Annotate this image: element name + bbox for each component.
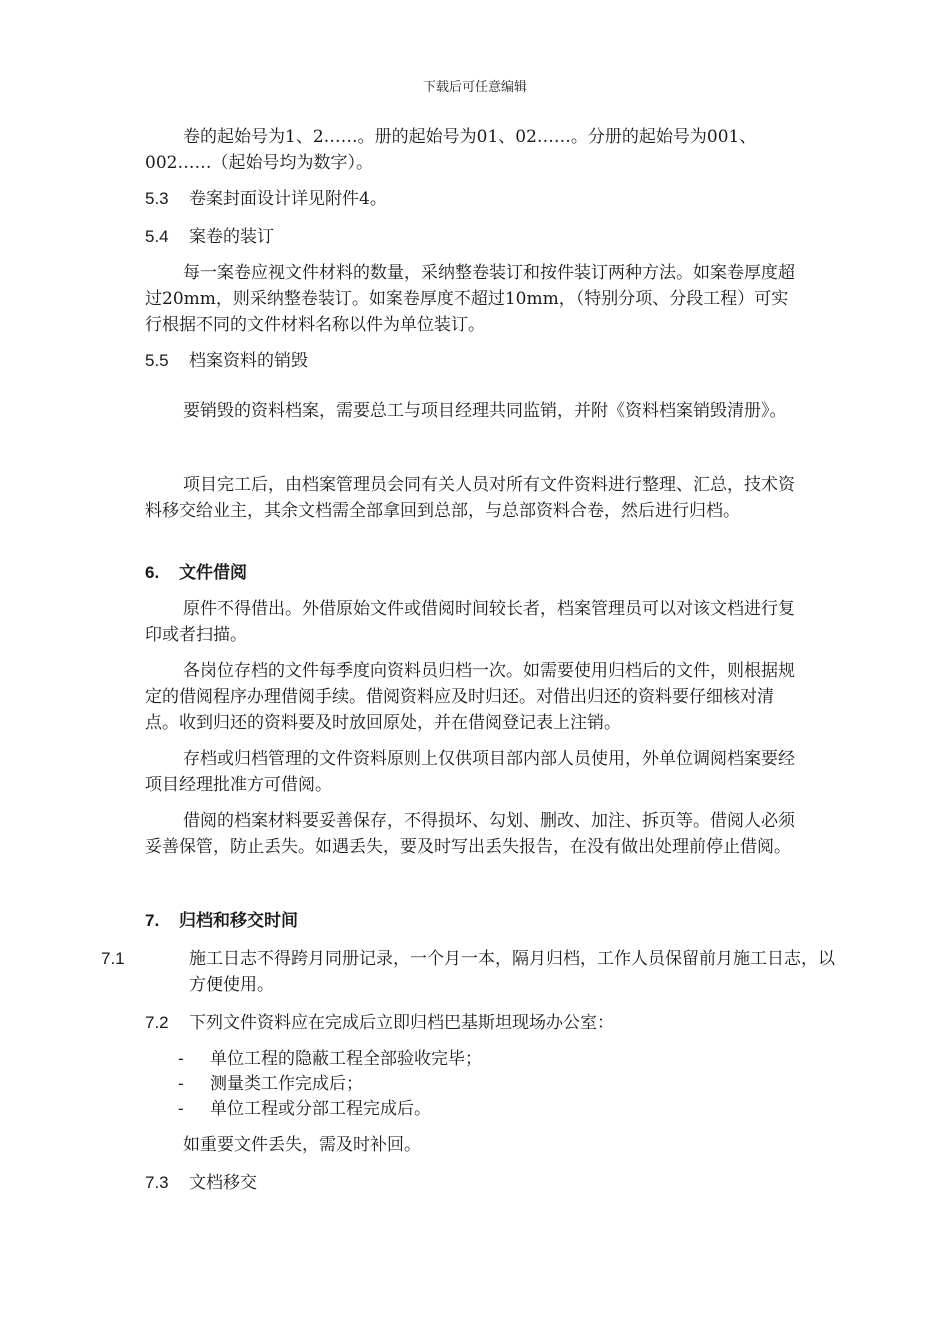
section-5-5 bbox=[145, 348, 805, 374]
page-header: 下载后可任意编辑 bbox=[422, 80, 527, 95]
section-text: 档案资料的销毁 bbox=[189, 351, 308, 371]
section-text: 卷案封面设计详见附件4。 bbox=[189, 189, 387, 209]
heading-number: 7. bbox=[145, 911, 160, 930]
paragraph-originals: 原件不得借出。外借原始文件或借阅时间较长者，档案管理员可以对该文档进行复印或者扫描。 bbox=[145, 599, 795, 645]
section-7-3 bbox=[145, 1170, 805, 1196]
section-number: 5.4 bbox=[145, 227, 169, 246]
paragraph-archiving: 各岗位存档的文件每季度向资料员归档一次。如需要使用归档后的文件，则根据规定的借阅程序办理借阅手续。借阅资料应及时归还。对借出归还的资料要仔细核对清点。收到归还的资料要及时放回原处，并在借阅登记表上注销。 bbox=[145, 661, 795, 733]
paragraph-destruction: 要销毁的资料档案，需要总工与项目经理共同监销，并附《资料档案销毁清册》。 bbox=[183, 401, 787, 421]
paragraph-internal-use: 存档或归档管理的文件资料原则上仅供项目部内部人员使用，外单位调阅档案要经项目经理批准方可借阅。 bbox=[145, 749, 795, 795]
section-number: 7.1 bbox=[101, 949, 125, 968]
paragraph-volume-numbering: 卷的起始号为1、2……。册的起始号为01、02……。分册的起始号为001、002……（起始号均为数字）。 bbox=[145, 127, 757, 173]
section-5-4 bbox=[145, 224, 805, 250]
paragraph-binding: 每一案卷应视文件材料的数量，采纳整卷装订和按件装订两种方法。如案卷厚度超过20mm，则采纳整卷装订。如案卷厚度不超过10mm，（特别分项、分段工程）可实行根据不同的文件材料名称以件为单位装订。 bbox=[145, 263, 795, 335]
section-text: 案卷的装订 bbox=[189, 227, 274, 247]
list-dash: - bbox=[178, 1074, 184, 1093]
list-dash: - bbox=[178, 1099, 184, 1118]
section-7-1 bbox=[101, 946, 849, 998]
section-text: 文档移交 bbox=[189, 1173, 257, 1193]
section-text: 施工日志不得跨月同册记录，一个月一本，隔月归档，工作人员保留前月施工日志，以方便使用。 bbox=[189, 949, 835, 995]
section-5-3 bbox=[145, 186, 805, 212]
list-item bbox=[178, 1096, 431, 1122]
list-dash: - bbox=[178, 1049, 184, 1068]
section-text: 下列文件资料应在完成后立即归档巴基斯坦现场办公室： bbox=[189, 1013, 614, 1033]
list-item bbox=[178, 1046, 482, 1072]
list-item-text: 测量类工作完成后； bbox=[210, 1074, 363, 1094]
heading-number: 6. bbox=[145, 563, 160, 582]
list-item-text: 单位工程的隐蔽工程全部验收完毕； bbox=[210, 1049, 482, 1069]
section-number: 7.3 bbox=[145, 1173, 169, 1192]
heading-6 bbox=[145, 560, 805, 586]
heading-text: 文件借阅 bbox=[179, 563, 247, 583]
section-number: 7.2 bbox=[145, 1013, 169, 1032]
section-number: 5.5 bbox=[145, 351, 169, 370]
paragraph-lost-documents: 如重要文件丢失，需及时补回。 bbox=[183, 1135, 421, 1155]
heading-7 bbox=[145, 908, 805, 934]
paragraph-completion: 项目完工后，由档案管理员会同有关人员对所有文件资料进行整理、汇总，技术资料移交给业主，其余文档需全部拿回到总部，与总部资料合卷，然后进行归档。 bbox=[145, 475, 795, 521]
heading-text: 归档和移交时间 bbox=[179, 911, 298, 931]
list-item bbox=[178, 1071, 363, 1097]
list-item-text: 单位工程或分部工程完成后。 bbox=[210, 1099, 431, 1119]
section-7-2 bbox=[145, 1010, 805, 1036]
paragraph-borrowing: 借阅的档案材料要妥善保存，不得损坏、勾划、删改、加注、拆页等。借阅人必须妥善保管，防止丢失。如遇丢失，要及时写出丢失报告，在没有做出处理前停止借阅。 bbox=[145, 811, 795, 857]
section-number: 5.3 bbox=[145, 189, 169, 208]
